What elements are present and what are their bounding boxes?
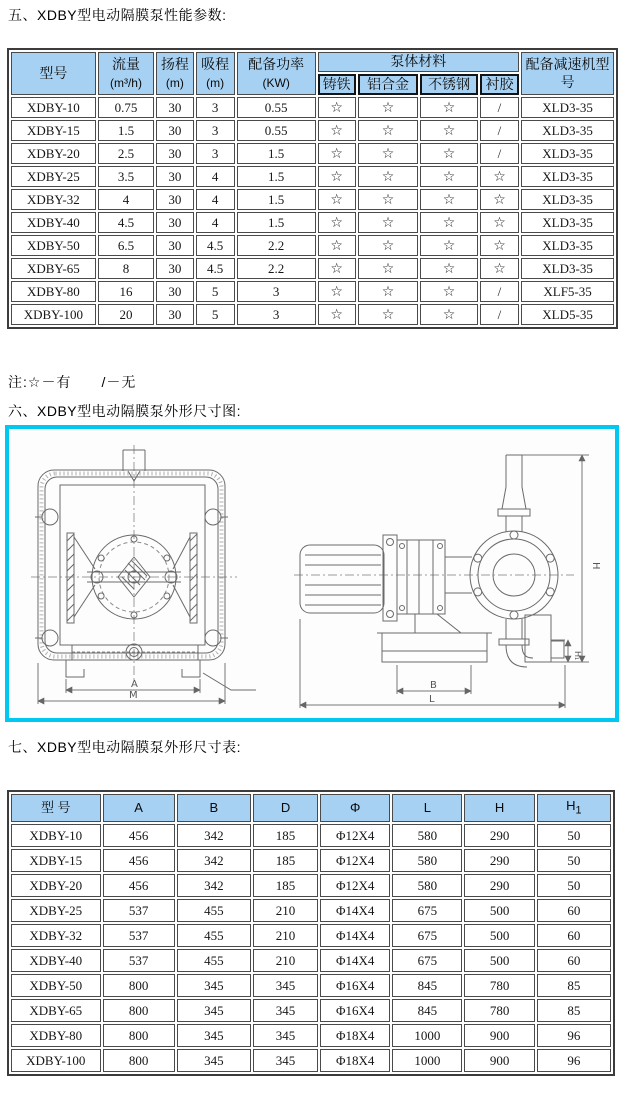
cell-reducer: XLD3-35 [521, 258, 614, 279]
col-header-b: B [177, 794, 251, 822]
cell-a: 800 [103, 1024, 175, 1047]
cell-b: 345 [177, 1024, 251, 1047]
col-header-stainless: 不锈钢 [420, 74, 477, 96]
cell-power: 2.2 [237, 235, 316, 256]
cell-h1: 85 [537, 999, 611, 1022]
pump-outline-drawing [9, 429, 615, 718]
cell-d: 210 [253, 899, 318, 922]
col-header-d: D [253, 794, 318, 822]
cell-power: 1.5 [237, 143, 316, 164]
cell-stainless: ☆ [420, 189, 477, 210]
cell-phi: Φ16X4 [320, 999, 390, 1022]
cell-cast-iron: ☆ [318, 304, 356, 325]
cell-suction: 3 [196, 120, 235, 141]
col-header-aluminum: 铝合金 [358, 74, 419, 96]
dimension-table [7, 790, 615, 1076]
dim-label-a: A [131, 679, 138, 690]
table-row [11, 1049, 611, 1072]
cell-a: 456 [103, 874, 175, 897]
cell-model: XDBY-32 [11, 924, 101, 947]
cell-aluminum: ☆ [358, 235, 419, 256]
cell-head: 30 [156, 189, 193, 210]
cell-head: 30 [156, 143, 193, 164]
cell-rubber: / [480, 143, 519, 164]
cell-stainless: ☆ [420, 212, 477, 233]
cell-suction: 3 [196, 143, 235, 164]
table-row [11, 849, 611, 872]
cell-l: 845 [392, 999, 462, 1022]
cell-l: 845 [392, 974, 462, 997]
cell-reducer: XLF5-35 [521, 281, 614, 302]
cell-aluminum: ☆ [358, 120, 419, 141]
cell-h1: 96 [537, 1049, 611, 1072]
cell-stainless: ☆ [420, 258, 477, 279]
cell-rubber: / [480, 120, 519, 141]
table-row [11, 824, 611, 847]
cell-h: 290 [464, 874, 534, 897]
cell-a: 456 [103, 824, 175, 847]
cell-a: 800 [103, 974, 175, 997]
cell-a: 537 [103, 949, 175, 972]
cell-cast-iron: ☆ [318, 258, 356, 279]
cell-flow: 20 [98, 304, 154, 325]
cell-d: 345 [253, 1049, 318, 1072]
flow-label: 流量 [111, 56, 140, 72]
cell-head: 30 [156, 166, 193, 187]
col-header-h: H [464, 794, 534, 822]
cell-phi: Φ14X4 [320, 924, 390, 947]
cell-d: 185 [253, 824, 318, 847]
cell-suction: 4.5 [196, 235, 235, 256]
col-header-model: 型 号 [11, 794, 101, 822]
dim-label-h1: H₁ [573, 651, 582, 661]
cell-reducer: XLD3-35 [521, 235, 614, 256]
cell-cast-iron: ☆ [318, 281, 356, 302]
col-header-a: A [103, 794, 175, 822]
cell-aluminum: ☆ [358, 212, 419, 233]
cell-flow: 1.5 [98, 120, 154, 141]
cell-phi: Φ14X4 [320, 949, 390, 972]
cell-stainless: ☆ [420, 281, 477, 302]
cell-d: 185 [253, 849, 318, 872]
cell-model: XDBY-80 [11, 1024, 101, 1047]
cell-b: 345 [177, 1049, 251, 1072]
cell-l: 580 [392, 874, 462, 897]
cell-l: 675 [392, 924, 462, 947]
cell-l: 580 [392, 849, 462, 872]
cell-flow: 8 [98, 258, 154, 279]
head-unit: (m) [165, 75, 184, 90]
cell-model: XDBY-20 [11, 143, 96, 164]
cell-rubber: / [480, 281, 519, 302]
cell-a: 537 [103, 899, 175, 922]
cell-rubber: ☆ [480, 189, 519, 210]
cell-d: 345 [253, 974, 318, 997]
cell-l: 1000 [392, 1049, 462, 1072]
cell-head: 30 [156, 304, 193, 325]
cell-b: 342 [177, 824, 251, 847]
cell-model: XDBY-100 [11, 1049, 101, 1072]
cell-model: XDBY-32 [11, 189, 96, 210]
col-header-power [237, 52, 316, 95]
cell-model: XDBY-20 [11, 874, 101, 897]
cell-head: 30 [156, 97, 193, 118]
cell-head: 30 [156, 212, 193, 233]
cell-flow: 2.5 [98, 143, 154, 164]
cell-phi: Φ16X4 [320, 974, 390, 997]
col-header-reducer: 配备减速机型号 [521, 52, 614, 95]
cell-model: XDBY-100 [11, 304, 96, 325]
head-label: 扬程 [160, 56, 189, 72]
cell-cast-iron: ☆ [318, 166, 356, 187]
section5-title: 五、XDBY型电动隔膜泵性能参数: [8, 7, 227, 23]
cell-a: 800 [103, 1049, 175, 1072]
table-row [11, 166, 614, 187]
cell-power: 1.5 [237, 189, 316, 210]
table-row [11, 304, 614, 325]
cell-cast-iron: ☆ [318, 143, 356, 164]
cell-a: 800 [103, 999, 175, 1022]
table-row [11, 1024, 611, 1047]
cell-model: XDBY-80 [11, 281, 96, 302]
cell-h1: 85 [537, 974, 611, 997]
cell-d: 210 [253, 949, 318, 972]
table-row [11, 120, 614, 141]
cell-rubber: ☆ [480, 212, 519, 233]
col-header-model: 型号 [11, 52, 96, 95]
cell-d: 345 [253, 999, 318, 1022]
cell-reducer: XLD3-35 [521, 143, 614, 164]
table-row [11, 924, 611, 947]
cell-head: 30 [156, 281, 193, 302]
col-header-l: L [392, 794, 462, 822]
table-row [11, 949, 611, 972]
col-header-head [156, 52, 193, 95]
cell-phi: Φ14X4 [320, 899, 390, 922]
cell-l: 580 [392, 824, 462, 847]
cell-aluminum: ☆ [358, 281, 419, 302]
cell-rubber: / [480, 304, 519, 325]
cell-suction: 4.5 [196, 258, 235, 279]
cell-power: 3 [237, 304, 316, 325]
cell-rubber: / [480, 97, 519, 118]
cell-aluminum: ☆ [358, 189, 419, 210]
table-row [11, 143, 614, 164]
front-view-drawing [31, 445, 256, 690]
cell-reducer: XLD5-35 [521, 304, 614, 325]
cell-h1: 50 [537, 874, 611, 897]
cell-h: 500 [464, 899, 534, 922]
flow-unit: (m³/h) [109, 75, 142, 90]
cell-stainless: ☆ [420, 304, 477, 325]
cell-l: 675 [392, 949, 462, 972]
table-row [11, 999, 611, 1022]
cell-d: 345 [253, 1024, 318, 1047]
cell-suction: 5 [196, 304, 235, 325]
cell-b: 345 [177, 974, 251, 997]
col-header-h1: $H_1$ [537, 794, 611, 822]
cell-suction: 5 [196, 281, 235, 302]
cell-suction: 4 [196, 189, 235, 210]
cell-model: XDBY-65 [11, 258, 96, 279]
cell-aluminum: ☆ [358, 304, 419, 325]
cell-model: XDBY-10 [11, 824, 101, 847]
cell-model: XDBY-15 [11, 849, 101, 872]
cell-h: 500 [464, 924, 534, 947]
dim-label-b: B [430, 680, 437, 691]
cell-b: 345 [177, 999, 251, 1022]
cell-rubber: ☆ [480, 235, 519, 256]
table-row [11, 189, 614, 210]
cell-l: 675 [392, 899, 462, 922]
cell-h1: 60 [537, 924, 611, 947]
cell-h: 780 [464, 974, 534, 997]
cell-b: 455 [177, 924, 251, 947]
cell-a: 537 [103, 924, 175, 947]
table-row [11, 258, 614, 279]
cell-model: XDBY-15 [11, 120, 96, 141]
cell-power: 0.55 [237, 120, 316, 141]
cell-h1: 50 [537, 849, 611, 872]
legend-note: 注:☆－有 /－无 [8, 374, 137, 390]
col-header-suction [196, 52, 235, 95]
table-row [11, 899, 611, 922]
power-unit: (KW) [262, 75, 290, 90]
cell-cast-iron: ☆ [318, 120, 356, 141]
col-header-phi: Φ [320, 794, 390, 822]
cell-model: XDBY-40 [11, 949, 101, 972]
cell-stainless: ☆ [420, 166, 477, 187]
cell-power: 1.5 [237, 166, 316, 187]
cell-h: 290 [464, 824, 534, 847]
cell-phi: Φ12X4 [320, 874, 390, 897]
cell-h: 900 [464, 1049, 534, 1072]
cell-d: 185 [253, 874, 318, 897]
cell-b: 455 [177, 949, 251, 972]
cell-h1: 50 [537, 824, 611, 847]
dim-label-m: M [129, 690, 138, 701]
cell-h: 500 [464, 949, 534, 972]
section7-title: 七、XDBY型电动隔膜泵外形尺寸表: [8, 739, 242, 755]
cell-suction: 3 [196, 97, 235, 118]
cell-reducer: XLD3-35 [521, 166, 614, 187]
cell-reducer: XLD3-35 [521, 120, 614, 141]
cell-model: XDBY-50 [11, 974, 101, 997]
cell-cast-iron: ☆ [318, 212, 356, 233]
cell-rubber: ☆ [480, 166, 519, 187]
table-row [11, 97, 614, 118]
cell-power: 1.5 [237, 212, 316, 233]
cell-d: 210 [253, 924, 318, 947]
dimension-diagram [5, 425, 619, 722]
cell-rubber: ☆ [480, 258, 519, 279]
cell-power: 0.55 [237, 97, 316, 118]
cell-cast-iron: ☆ [318, 235, 356, 256]
cell-h1: 60 [537, 949, 611, 972]
cell-cast-iron: ☆ [318, 97, 356, 118]
cell-h1: 96 [537, 1024, 611, 1047]
cell-head: 30 [156, 120, 193, 141]
cell-reducer: XLD3-35 [521, 189, 614, 210]
cell-model: XDBY-40 [11, 212, 96, 233]
cell-reducer: XLD3-35 [521, 212, 614, 233]
table-row [11, 874, 611, 897]
cell-flow: 3.5 [98, 166, 154, 187]
table-row [11, 974, 611, 997]
power-label: 配备功率 [248, 56, 305, 72]
dim-label-h: H [590, 562, 601, 570]
cell-b: 455 [177, 899, 251, 922]
cell-power: 3 [237, 281, 316, 302]
table-row [11, 212, 614, 233]
cell-model: XDBY-65 [11, 999, 101, 1022]
cell-phi: Φ18X4 [320, 1049, 390, 1072]
section6-title: 六、XDBY型电动隔膜泵外形尺寸图: [8, 403, 242, 419]
cell-power: 2.2 [237, 258, 316, 279]
cell-phi: Φ12X4 [320, 849, 390, 872]
cell-b: 342 [177, 849, 251, 872]
cell-cast-iron: ☆ [318, 189, 356, 210]
performance-table [7, 48, 618, 329]
cell-b: 342 [177, 874, 251, 897]
dim-label-l: L [429, 694, 435, 705]
side-view-drawing [294, 455, 574, 667]
cell-aluminum: ☆ [358, 143, 419, 164]
cell-phi: Φ18X4 [320, 1024, 390, 1047]
cell-flow: 0.75 [98, 97, 154, 118]
cell-suction: 4 [196, 212, 235, 233]
cell-head: 30 [156, 235, 193, 256]
cell-stainless: ☆ [420, 235, 477, 256]
cell-head: 30 [156, 258, 193, 279]
table-row [11, 235, 614, 256]
cell-stainless: ☆ [420, 120, 477, 141]
cell-flow: 4.5 [98, 212, 154, 233]
cell-aluminum: ☆ [358, 97, 419, 118]
cell-aluminum: ☆ [358, 166, 419, 187]
cell-stainless: ☆ [420, 143, 477, 164]
cell-model: XDBY-50 [11, 235, 96, 256]
col-group-material: 泵体材料 [318, 52, 520, 72]
col-header-flow [98, 52, 154, 95]
col-header-cast-iron: 铸铁 [318, 74, 356, 96]
cell-model: XDBY-25 [11, 166, 96, 187]
cell-model: XDBY-10 [11, 97, 96, 118]
cell-flow: 4 [98, 189, 154, 210]
cell-flow: 16 [98, 281, 154, 302]
cell-h1: 60 [537, 899, 611, 922]
cell-l: 1000 [392, 1024, 462, 1047]
cell-aluminum: ☆ [358, 258, 419, 279]
cell-reducer: XLD3-35 [521, 97, 614, 118]
cell-stainless: ☆ [420, 97, 477, 118]
cell-suction: 4 [196, 166, 235, 187]
cell-h: 290 [464, 849, 534, 872]
cell-h: 780 [464, 999, 534, 1022]
cell-model: XDBY-25 [11, 899, 101, 922]
cell-a: 456 [103, 849, 175, 872]
table-row [11, 281, 614, 302]
cell-h: 900 [464, 1024, 534, 1047]
cell-phi: Φ12X4 [320, 824, 390, 847]
cell-flow: 6.5 [98, 235, 154, 256]
suction-unit: (m) [206, 75, 225, 90]
suction-label: 吸程 [201, 56, 230, 72]
col-header-rubber: 衬胶 [480, 74, 519, 96]
